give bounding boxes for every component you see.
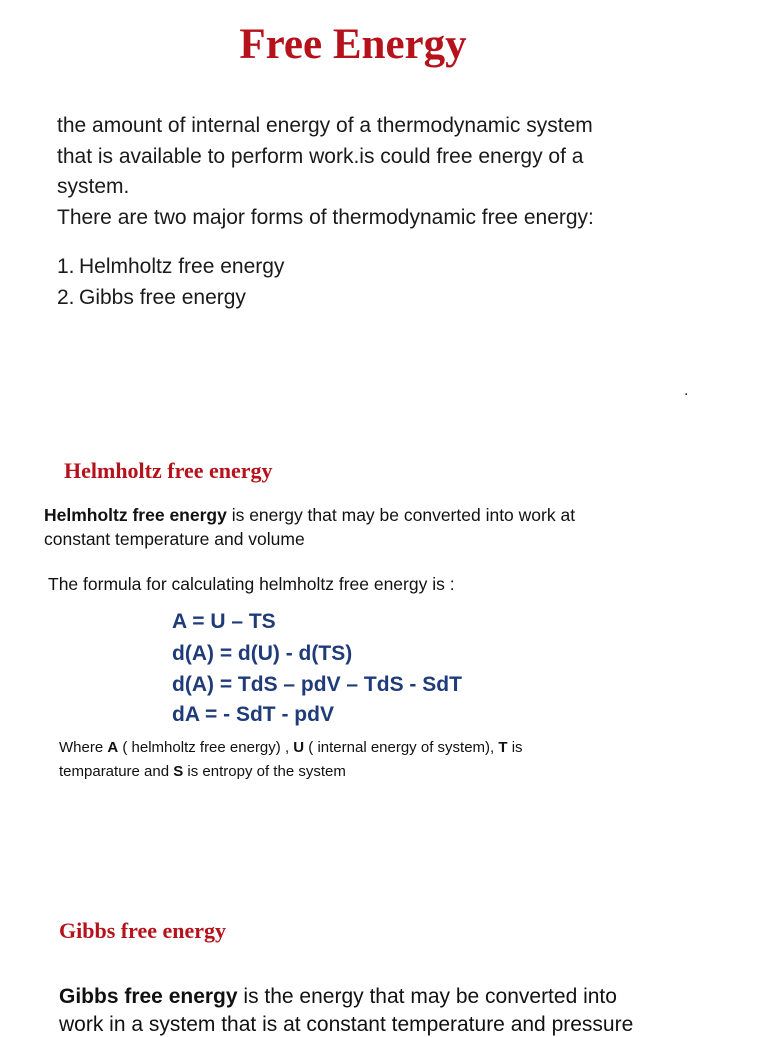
intro-line-3: system.	[57, 175, 130, 198]
intro-line-1: the amount of internal energy of a thermodynamic system	[57, 114, 593, 137]
list-item-label: Gibbs free energy	[79, 286, 246, 309]
formula-line-2: d(A) = d(U) - d(TS)	[172, 642, 353, 665]
symbol-a: A	[107, 739, 119, 756]
gibbs-definition-line-2: work in a system that is at constant temperature and pressure	[59, 1013, 634, 1036]
gibbs-definition-line-1	[59, 985, 617, 1009]
gibbs-definition-text: is the energy that may be converted into	[237, 985, 617, 1008]
symbol-a-desc: ( helmholtz free energy) ,	[118, 739, 294, 756]
formula-line-3: d(A) = TdS – pdV – TdS - SdT	[172, 673, 462, 696]
symbol-t: T	[498, 739, 508, 756]
helmholtz-definition-line-2: constant temperature and volume	[44, 529, 305, 549]
formula-line-1: A = U – TS	[172, 610, 276, 633]
page-title: Free Energy	[239, 21, 467, 68]
gibbs-term: Gibbs free energy	[59, 985, 238, 1008]
where-line2-prefix: temparature and	[59, 763, 174, 780]
intro-line-2: that is available to perform work.is could free energy of a	[57, 145, 584, 168]
stray-period: .	[684, 382, 689, 399]
intro-line-4: There are two major forms of thermodynamic free energy:	[57, 206, 594, 229]
formula-line-4: dA = - SdT - pdV	[172, 703, 334, 726]
gibbs-heading: Gibbs free energy	[59, 918, 227, 943]
where-line-1	[59, 739, 523, 756]
symbol-u-desc: ( internal energy of system),	[304, 739, 499, 756]
list-item-number: 2.	[57, 286, 75, 309]
list-item	[57, 255, 284, 279]
symbol-t-desc: is	[507, 739, 523, 756]
helmholtz-definition-line-1	[44, 505, 575, 526]
symbol-u: U	[293, 739, 305, 756]
helmholtz-definition-text: is energy that may be converted into work at	[226, 505, 576, 525]
helmholtz-heading: Helmholtz free energy	[64, 458, 273, 483]
formula-intro: The formula for calculating helmholtz free energy is :	[48, 574, 455, 594]
list-item-label: Helmholtz free energy	[79, 255, 285, 278]
where-prefix: Where	[59, 739, 108, 756]
symbol-s-desc: is entropy of the system	[183, 763, 346, 780]
list-item-number: 1.	[57, 255, 75, 278]
list-item	[57, 286, 246, 310]
helmholtz-term: Helmholtz free energy	[44, 505, 227, 525]
where-line-2	[59, 763, 346, 780]
symbol-s: S	[173, 763, 184, 780]
